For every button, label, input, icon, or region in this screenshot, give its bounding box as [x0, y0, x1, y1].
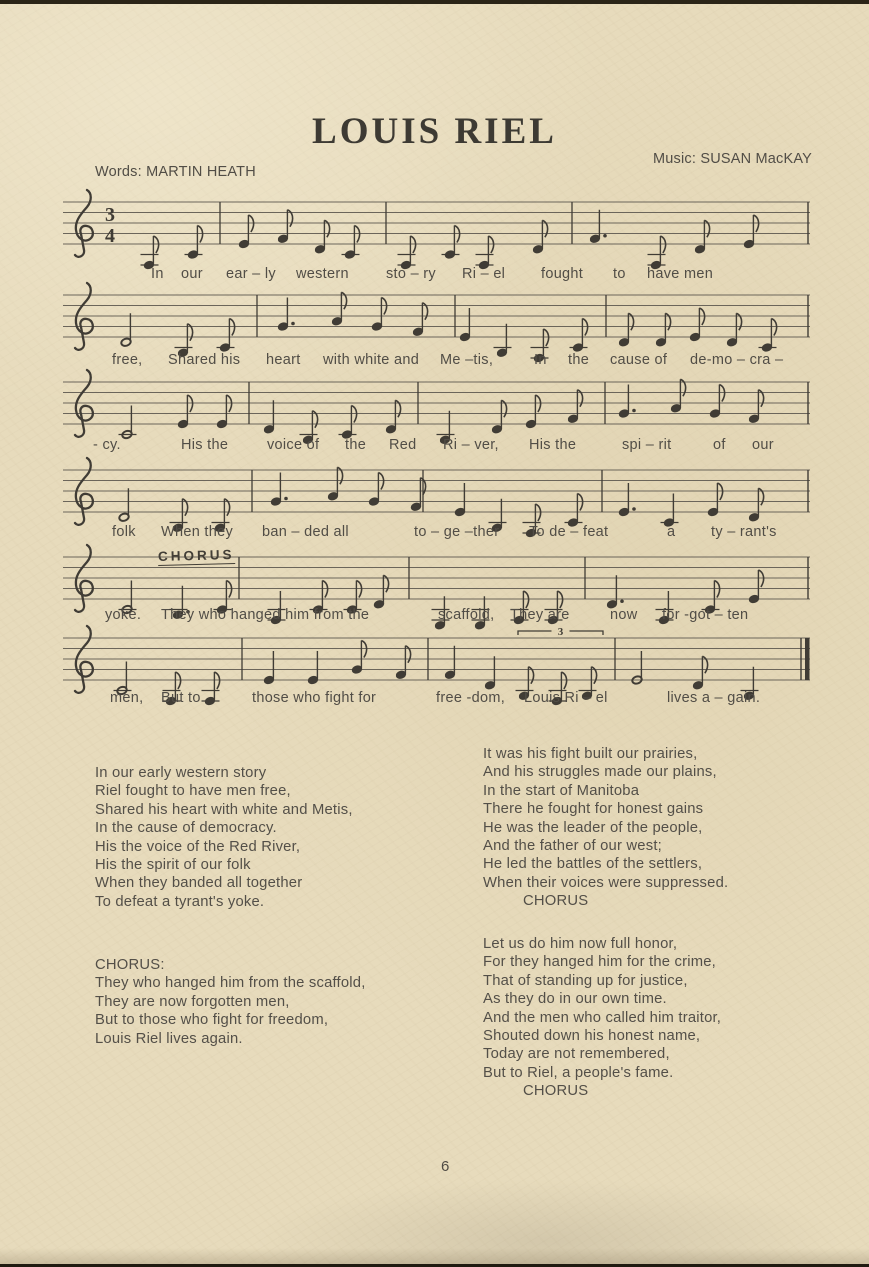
words-credit: Words: MARTIN HEATH: [95, 164, 256, 180]
lyric-syllable: folk: [112, 524, 136, 540]
verse-line: Shouted down his honest name,: [483, 1028, 701, 1045]
staff-lines: [63, 202, 810, 244]
verse-line: And his struggles made our plains,: [483, 764, 717, 781]
note: [726, 313, 741, 347]
note: [567, 390, 582, 424]
lyric-syllable: with white and: [323, 352, 420, 368]
lyric-syllable: western: [296, 266, 349, 282]
note: [454, 483, 465, 517]
note: [118, 488, 129, 522]
lyric-syllable: have men: [647, 266, 714, 282]
svg-text:3: 3: [105, 204, 115, 226]
verse-line: Shared his heart with white and Metis,: [95, 801, 353, 818]
note: [442, 226, 460, 260]
verse-line: There he fought for honest gains: [483, 801, 704, 818]
note: [327, 467, 342, 501]
verse-line: As they do in our own time.: [483, 991, 667, 1008]
note: [648, 236, 666, 270]
chorus-lines: [95, 974, 366, 1048]
note: [339, 406, 357, 440]
note: [491, 400, 506, 434]
lyric-syllable: a: [667, 524, 676, 540]
svg-text:4: 4: [105, 225, 115, 247]
note: [263, 651, 274, 685]
lyric-syllable: to: [613, 266, 626, 282]
lyric-line-1: [63, 266, 843, 286]
staff-lines: [63, 382, 810, 424]
verse-line: He was the leader of the people,: [483, 819, 703, 836]
music-credit: Music: SUSAN MacKAY: [653, 151, 813, 167]
verse-line: But to Riel, a people's fame.: [483, 1064, 674, 1081]
verse-line: Riel fought to have men free,: [95, 783, 291, 800]
scan-edge-top: [0, 0, 869, 4]
lyric-syllable: To de – feat: [529, 524, 609, 540]
lyric-line-5: [63, 607, 843, 627]
lyric-syllable: heart: [266, 352, 301, 368]
note: [570, 319, 588, 353]
note: [661, 494, 679, 528]
lyric-syllable: Me –tis,: [440, 352, 494, 368]
note: [277, 210, 292, 244]
lyric-syllable: They are: [510, 607, 570, 623]
chorus-text-block: [95, 956, 366, 1048]
lyric-syllable: His the: [181, 437, 229, 453]
verse-2-text: [483, 745, 728, 911]
note: [565, 494, 583, 528]
staff-system-6: [63, 616, 843, 728]
verse-line: They are now forgotten men,: [95, 993, 290, 1010]
verse-line: He led the battles of the settlers,: [483, 856, 703, 873]
note: [476, 236, 494, 270]
note: [217, 319, 235, 353]
lyric-syllable: spi – rit: [622, 437, 672, 453]
lyric-syllable: of: [713, 437, 726, 453]
note: [759, 319, 777, 353]
verse-line: His the spirit of our folk: [95, 857, 251, 874]
lyric-syllable: free,: [112, 352, 143, 368]
verse-line: That of standing up for justice,: [483, 972, 688, 989]
verse-line: And the father of our west;: [483, 838, 662, 855]
page-number: 6: [441, 1158, 450, 1175]
lyric-syllable: free -dom,: [436, 690, 506, 706]
lyric-syllable: yoke.: [105, 607, 142, 623]
lyric-syllable: Shared his: [168, 352, 241, 368]
note: [459, 308, 470, 342]
verse-line: In the cause of democracy.: [95, 820, 277, 837]
verse-line: For they hanged him for the crime,: [483, 954, 716, 971]
lyric-syllable: de-mo – cra –: [690, 352, 784, 368]
staff-lines: [63, 295, 810, 337]
verse-line: In the start of Manitoba: [483, 782, 640, 799]
chorus-reference: CHORUS: [523, 893, 589, 910]
lyric-syllable: They who hanged him from the: [161, 607, 370, 623]
note: [331, 292, 346, 326]
lyric-line-3: [63, 437, 843, 457]
note: [694, 220, 709, 254]
note: [385, 400, 400, 434]
note: [395, 646, 410, 680]
lyric-syllable: In: [534, 352, 547, 368]
note: [314, 220, 329, 254]
note: [120, 313, 131, 347]
lyric-syllable: Ri – el: [462, 266, 506, 282]
verse-line: To defeat a tyrant's yoke.: [95, 893, 265, 910]
note: [748, 390, 763, 424]
verse-line: In our early western story: [95, 765, 267, 781]
note: [589, 210, 606, 244]
lyric-syllable: voice of: [267, 437, 320, 453]
note: [748, 488, 763, 522]
lyric-syllable: His the: [529, 437, 577, 453]
verse-3-text: [483, 935, 721, 1101]
note: [373, 575, 388, 609]
verse-line: Let us do him now full honor,: [483, 936, 678, 952]
lyric-syllable: our: [752, 437, 774, 453]
verse-line: Louis Riel lives again.: [95, 1030, 243, 1047]
note: [444, 646, 455, 680]
lyric-syllable: Louis Ri – el: [524, 690, 608, 706]
verse-2-lines: [483, 745, 728, 892]
lyric-syllable: In: [151, 266, 164, 282]
time-signature: [105, 204, 115, 247]
note: [119, 406, 137, 440]
verse-3-lines: [483, 935, 721, 1082]
lyric-syllable: ty – rant's: [711, 524, 777, 540]
lyric-syllable: When they: [161, 524, 234, 540]
lyric-syllable: Ri – ver,: [443, 437, 499, 453]
chorus-reference: CHORUS: [523, 1083, 589, 1100]
svg-text:3: 3: [557, 626, 564, 638]
note: [307, 651, 318, 685]
lyric-line-6: [63, 690, 843, 710]
lyric-syllable: scaffold,: [438, 607, 495, 623]
lyric-line-4: [63, 524, 843, 544]
lyric-syllable: fought: [541, 266, 584, 282]
note: [263, 400, 274, 434]
note: [412, 303, 427, 337]
lyric-syllable: But to: [161, 690, 201, 706]
triplet-bracket: [518, 626, 603, 638]
verse-line: Today are not remembered,: [483, 1046, 670, 1063]
note: [618, 313, 633, 347]
lyric-syllable: our: [181, 266, 203, 282]
lyric-syllable: those who fight for: [252, 690, 377, 706]
note: [342, 226, 360, 260]
lyric-syllable: ear – ly: [226, 266, 276, 282]
staff-lines: [63, 470, 810, 512]
note: [141, 236, 159, 270]
lyric-syllable: the: [568, 352, 590, 368]
verse-line: His the voice of the Red River,: [95, 838, 301, 855]
verse-line: They who hanged him from the scaffold,: [95, 975, 366, 992]
note: [670, 379, 685, 413]
lyric-syllable: cause of: [610, 352, 668, 368]
chorus-heading: CHORUS:: [95, 957, 165, 973]
note: [185, 226, 203, 260]
note: [606, 575, 623, 609]
lyric-line-2: [63, 352, 843, 372]
verse-line: When they banded all together: [95, 875, 303, 892]
lyric-syllable: sto – ry: [386, 266, 436, 282]
lyric-syllable: ban – ded all: [262, 524, 349, 540]
lyric-syllable: for -got – ten: [662, 607, 749, 623]
note: [692, 656, 707, 690]
lyric-syllable: to – ge –ther: [414, 524, 500, 540]
note: [484, 656, 495, 690]
lyric-syllable: now: [610, 607, 638, 623]
lyric-syllable: men,: [110, 690, 144, 706]
lyric-syllable: Red: [389, 437, 417, 453]
note: [655, 313, 670, 347]
page-title: LOUIS RIEL: [312, 111, 557, 152]
lyric-syllable: lives a – gain.: [667, 690, 761, 706]
verse-1-text: [95, 764, 353, 911]
lyric-syllable: the: [345, 437, 367, 453]
note: [532, 220, 547, 254]
chorus-annotation: CHORUS: [157, 547, 235, 564]
note: [398, 236, 416, 270]
verse-line: But to those who fight for freedom,: [95, 1012, 329, 1029]
verse-line: It was his fight built our prairies,: [483, 746, 698, 762]
verse-line: And the men who called him traitor,: [483, 1009, 722, 1026]
lyric-syllable: - cy.: [93, 437, 121, 453]
verse-line: When their voices were suppressed.: [483, 874, 729, 891]
